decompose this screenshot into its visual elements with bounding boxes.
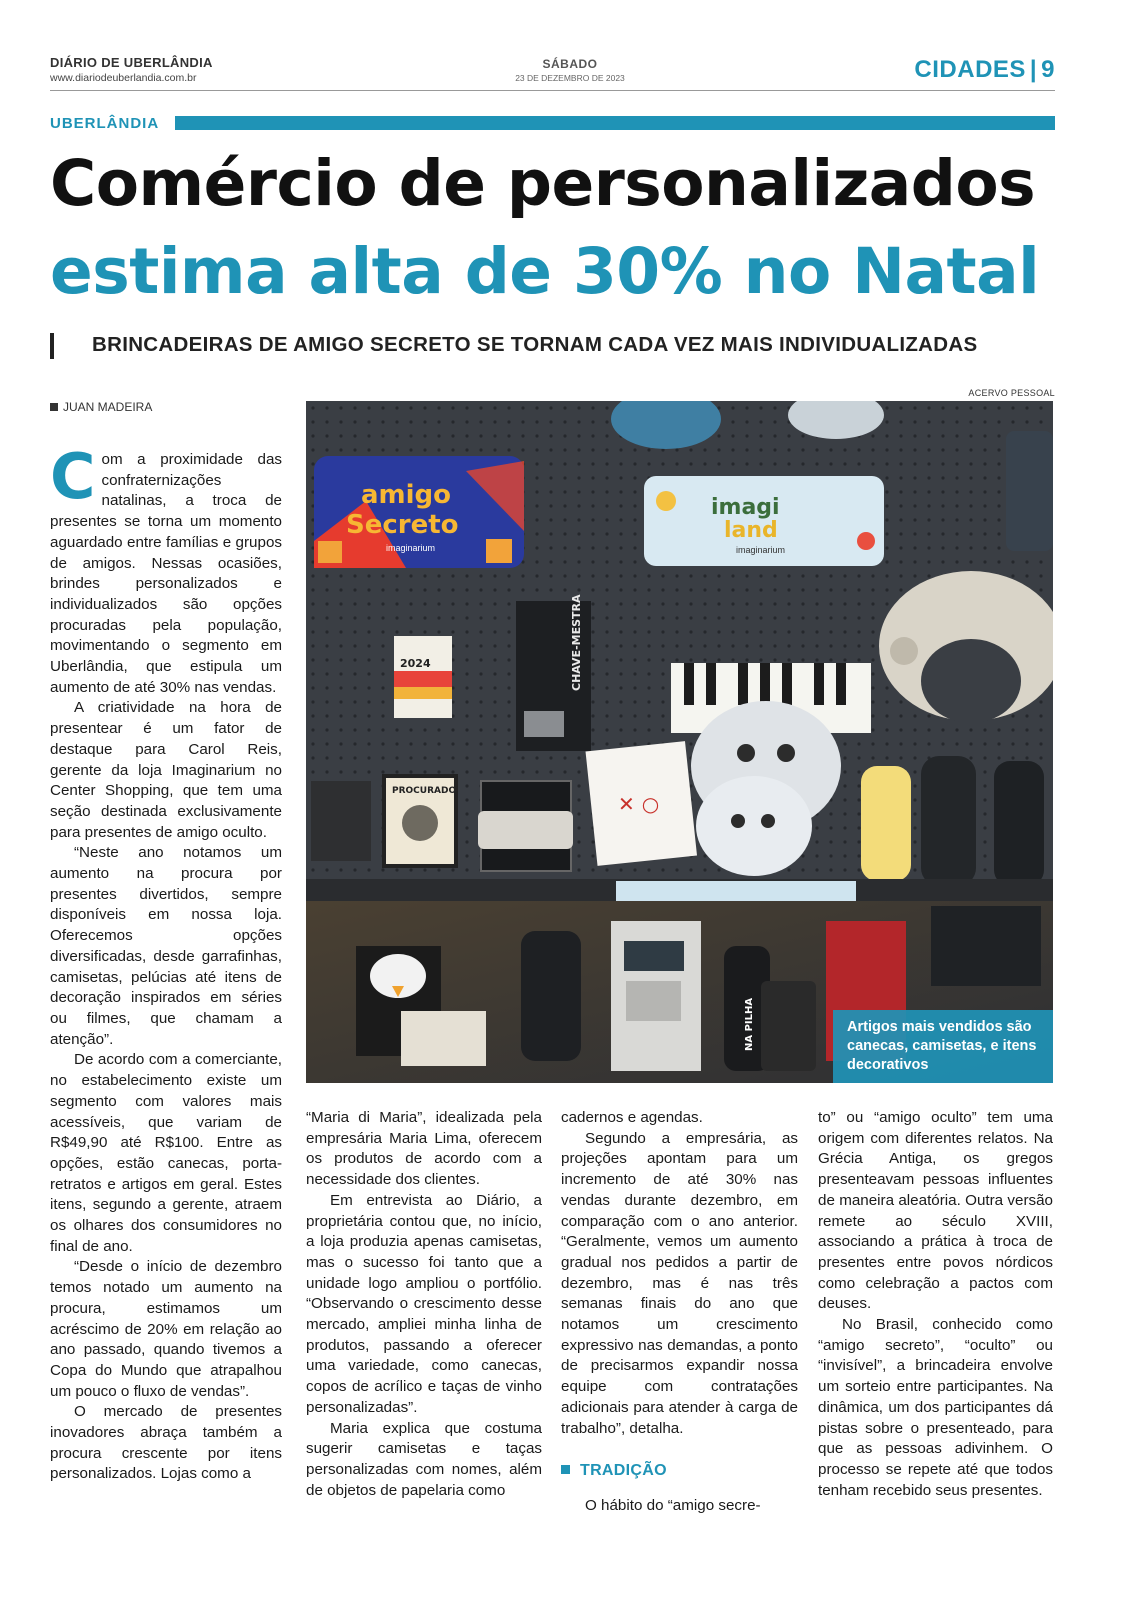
paragraph-brazil: No Brasil, conhecido como “amigo secreto”, “oculto” ou “invisível”, a brincadeira envolve um sorteio entre participantes. Na dinâmica, um dos participantes dá pistas sobre o presenteado, para que as pessoas adivinhem. O processo se repete até que todos tenham recebido seus presentes. bbox=[818, 1316, 1053, 1499]
speaker-white bbox=[478, 811, 573, 849]
paragraph-4: De acordo com a comerciante, no estabelecimento existe um segmento com valores mais acessíveis, que variam de R$49,90 até R$100. Entre as opções, estão canecas, porta-retratos e artigos em geral. Estes itens, segundo a gerente, atraem os olhares dos consumidores no final de ano. bbox=[50, 1051, 282, 1255]
issue-date: 23 DE DEZEMBRO DE 2023 bbox=[515, 73, 625, 83]
subsection-square-icon bbox=[561, 1465, 570, 1474]
camera-lens-mug bbox=[761, 981, 816, 1071]
paragraph-stationery: cadernos e agendas. bbox=[561, 1109, 703, 1126]
black-bottle-1 bbox=[921, 756, 976, 886]
masthead bbox=[50, 55, 213, 84]
photo-caption: Artigos mais vendidos são canecas, camisetas, e itens decorativos bbox=[833, 1010, 1053, 1083]
article-photo[interactable] bbox=[306, 401, 1053, 1083]
paragraph-1-text: om a proximidade das confraternizações natalinas, a troca de presentes se torna um momento aguardado entre famílias e grupos de amigos. Nessas ocasiões, brindes personalizados e individualizados são opções procuradas pela população, movimentando o segmento em Uberlândia, que estipula um aumento de até 30% nas vendas. bbox=[50, 451, 282, 696]
photo-credit: ACERVO PESSOAL bbox=[968, 388, 1055, 398]
amigo-secreto-sign bbox=[314, 456, 524, 568]
sign-text-amigo: amigo bbox=[361, 480, 452, 510]
svg-text:✕ ○: ✕ ○ bbox=[618, 792, 660, 816]
sign-brand-right: imaginarium bbox=[736, 545, 786, 555]
byline bbox=[50, 400, 152, 414]
paragraph-projections: Segundo a empresária, as projeções apontam para um incremento de até 30% nas vendas durante dezembro, em comparação com o ano anterior. “Geralmente, vemos um aumento gradual nos pedidos a partir de dezembro, mas é nas três semanas finais do ano que notamos um crescimento expressivo nas demandas, a ponto de precisarmos expandir nossa equipe com contratações adicionais para atender à carga de trabalho”, detalha. bbox=[561, 1129, 798, 1437]
paragraph-3: “Neste ano notamos um aumento na procura por presentes divertidos, sempre disponíveis em nossa loja. Oferecemos opções diversificadas, desde garrafinhas, camisetas, pelúcias até itens de decoração inspirados em séries ou filmes, que chamam a atenção”. bbox=[50, 844, 282, 1048]
article-column-4 bbox=[818, 1108, 1053, 1501]
headline bbox=[50, 140, 1055, 316]
imagiland-sign bbox=[644, 476, 884, 566]
paragraph-5: “Desde o início de dezembro temos notado um aumento na procura, estimamos um acréscimo de 20% em relação ao ano passado, quando tivemos a Copa do Mundo que atrapalhou um pouco o fluxo de vendas”. bbox=[50, 1258, 282, 1400]
paragraph-continued: “Maria di Maria”, idealizada pela empresária Maria Lima, oferecem os produtos de acordo com a necessidade dos clientes. bbox=[306, 1109, 542, 1189]
chave-mestra-label: CHAVE-MESTRA bbox=[570, 594, 583, 691]
newspaper-url[interactable]: www.diariodeuberlandia.com.br bbox=[50, 72, 197, 84]
subhead-marker bbox=[50, 333, 54, 359]
article-column-2 bbox=[306, 1108, 542, 1501]
subsection-title: TRADIÇÃO bbox=[580, 1462, 667, 1480]
calendar-year-text: 2024 bbox=[400, 657, 431, 670]
section-tag: UBERLÂNDIA bbox=[50, 115, 165, 132]
issue-day: SÁBADO bbox=[542, 57, 598, 71]
yellow-bottle bbox=[861, 766, 911, 881]
hanging-bottle-box bbox=[1006, 431, 1053, 551]
newspaper-name: DIÁRIO DE UBERLÂNDIA bbox=[50, 55, 213, 70]
paragraph-1 bbox=[50, 440, 282, 698]
section-separator: | bbox=[1029, 56, 1038, 83]
chave-mestra-box bbox=[516, 594, 591, 751]
paragraph-origin: to” ou “amigo oculto” tem uma origem com diferentes relatos. Na Grécia Antiga, os gregos presenteavam pessoas influentes de maneira aleatória. Outra versão remete ao século XVIII, associando a prática à troca de presentes entre povos nórdicos como celebração a pactos com deuses. bbox=[818, 1109, 1053, 1313]
na-pilha-label: NA PILHA bbox=[744, 997, 755, 1051]
subheadline: BRINCADEIRAS DE AMIGO SECRETO SE TORNAM CADA VEZ MAIS INDIVIDUALIZADAS bbox=[92, 333, 978, 356]
wanted-photo-frame bbox=[384, 776, 456, 866]
paragraph-2: A criatividade na hora de presentear é um fator de destaque para Carol Reis, gerente da loja Imaginarium no Center Shopping, que tem uma seção destinada exclusivamente para presentes de amigo oculto. bbox=[50, 699, 282, 841]
section-name: CIDADES bbox=[914, 56, 1026, 83]
issue-date-block bbox=[470, 57, 670, 83]
byline-square-icon bbox=[50, 403, 58, 411]
drop-cap: C bbox=[50, 440, 96, 513]
section-tag-bar bbox=[175, 116, 1055, 130]
page-number: 9 bbox=[1041, 56, 1055, 83]
paragraph-tradition-start: O hábito do “amigo secre- bbox=[585, 1496, 761, 1514]
show-de-familia-box bbox=[931, 906, 1041, 986]
frame-label-text: PROCURADO bbox=[392, 786, 457, 796]
header-divider bbox=[50, 90, 1055, 91]
paragraph-suggestions: Maria explica que costuma sugerir camisetas e taças personalizadas com nomes, além de objetos de papelaria como bbox=[306, 1419, 542, 1499]
sign-text-secreto: Secreto bbox=[346, 510, 459, 540]
store-shelf-illustration bbox=[306, 401, 1053, 1083]
article-column-3 bbox=[561, 1108, 798, 1517]
headline-line-1: Comércio de personalizados bbox=[50, 147, 1036, 220]
photo-frame-dark bbox=[311, 781, 371, 861]
notebook-tic-tac-toe bbox=[586, 741, 697, 866]
black-bottle-2 bbox=[994, 761, 1044, 886]
calendar-2024 bbox=[394, 636, 452, 718]
article-column-1 bbox=[50, 440, 282, 1485]
subsection-heading bbox=[561, 1461, 798, 1482]
paragraph-interview: Em entrevista ao Diário, a proprietária contou que, no início, a loja produzia apenas camisetas, mas o sucesso foi tanto que a unidade logo ampliou o portfólio. “Observando o crescimento desse mercado, ampliei minha linha de produtos, passando a oferecer uma variedade, como canecas, copos de acrílico e taças de vinho personalizadas”. bbox=[306, 1191, 542, 1416]
headline-line-2: estima alta de 30% no Natal bbox=[50, 235, 1040, 308]
sign-text-land: land bbox=[724, 518, 778, 543]
black-bottle-3 bbox=[521, 931, 581, 1061]
atm-piggy-bank bbox=[611, 921, 701, 1071]
section-page-label bbox=[914, 56, 1055, 84]
paragraph-6: O mercado de presentes inovadores abraça também a procura crescente por itens personalizados. Lojas como a bbox=[50, 1403, 282, 1483]
sign-brand-left: imaginarium bbox=[386, 543, 436, 553]
lunch-box bbox=[401, 1011, 486, 1066]
sign-text-imagi: imagi bbox=[711, 495, 780, 520]
author-name: JUAN MADEIRA bbox=[63, 400, 153, 414]
